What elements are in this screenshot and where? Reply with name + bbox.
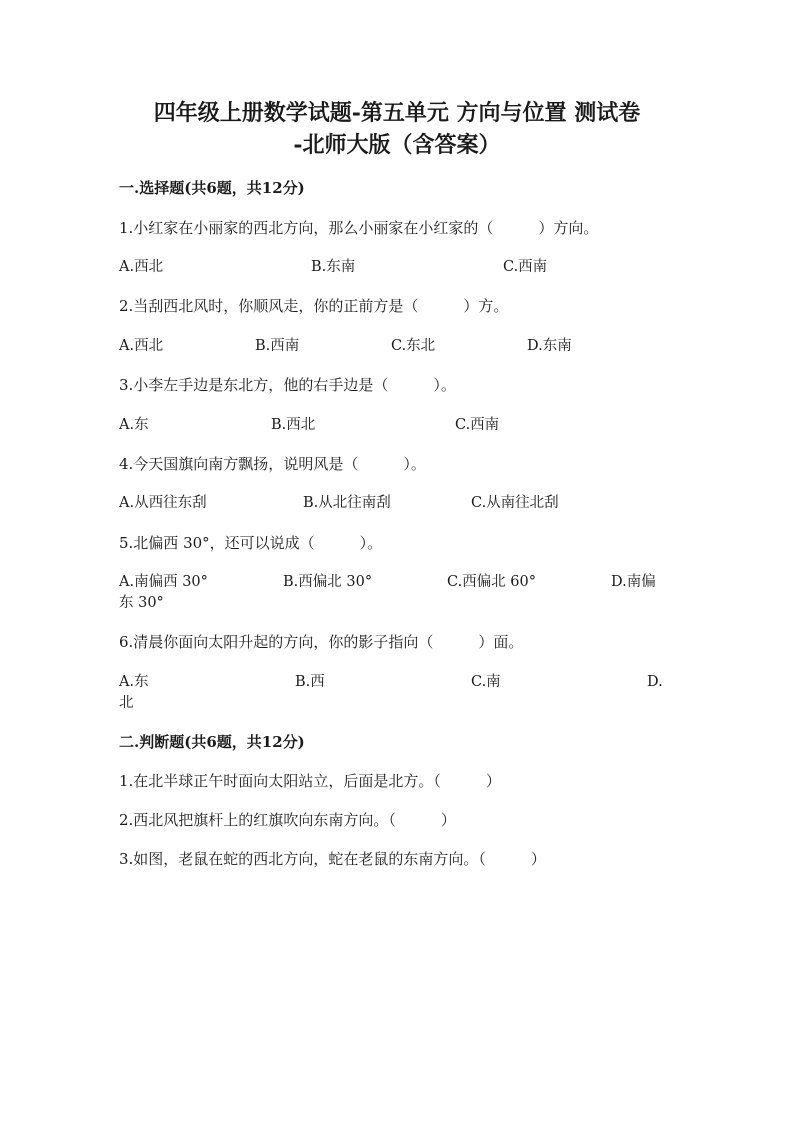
section-heading-choice: 一.选择题(共6题，共12分) xyxy=(119,179,305,197)
option-a: A.西北 xyxy=(119,338,164,354)
option-d-continued: 北 xyxy=(119,695,134,711)
page-title-line2: -北师大版（含答案） xyxy=(293,132,501,158)
question-text: 4.今天国旗向南方飘扬，说明风是（ ）。 xyxy=(119,455,426,473)
option-a: A.南偏西 30° xyxy=(119,574,208,590)
option-d: D. xyxy=(647,674,663,690)
question-text: 3.小李左手边是东北方，他的右手边是（ ）。 xyxy=(119,376,456,394)
question-text: 1.小红家在小丽家的西北方向，那么小丽家在小红家的（ ）方向。 xyxy=(119,219,599,237)
option-c: C.西南 xyxy=(503,259,548,275)
option-b: B.西北 xyxy=(271,417,316,433)
option-a: A.东 xyxy=(119,417,149,433)
option-a: A.从西往东刮 xyxy=(119,495,207,511)
page-title-line1: 四年级上册数学试题-第五单元 方向与位置 测试卷 xyxy=(153,100,641,126)
option-c: C.南 xyxy=(471,674,501,690)
question-text: 5.北偏西 30°，还可以说成（ ）。 xyxy=(119,534,383,552)
section-heading-judge: 二.判断题(共6题，共12分) xyxy=(119,733,305,751)
option-b: B.从北往南刮 xyxy=(303,495,391,511)
option-b: B.西 xyxy=(295,674,325,690)
option-b: B.西南 xyxy=(255,338,300,354)
option-d: D.东南 xyxy=(527,338,572,354)
option-c: C.东北 xyxy=(391,338,436,354)
option-b: B.西偏北 30° xyxy=(283,574,373,590)
option-d: D.南偏 xyxy=(611,574,656,590)
option-c: C.从南往北刮 xyxy=(471,495,559,511)
option-a: A.东 xyxy=(119,674,149,690)
option-d-continued: 东 30° xyxy=(119,595,164,611)
question-text: 2.西北风把旗杆上的红旗吹向东南方向。（ ） xyxy=(119,811,456,829)
option-a: A.西北 xyxy=(119,259,164,275)
option-b: B.东南 xyxy=(311,259,356,275)
option-c: C.西南 xyxy=(455,417,500,433)
question-text: 1.在北半球正午时面向太阳站立，后面是北方。（ ） xyxy=(119,772,501,790)
question-text: 6.清晨你面向太阳升起的方向，你的影子指向（ ）面。 xyxy=(119,633,524,651)
question-text: 2.当刮西北风时，你顺风走，你的正前方是（ ）方。 xyxy=(119,297,509,315)
question-text: 3.如图，老鼠在蛇的西北方向，蛇在老鼠的东南方向。（ ） xyxy=(119,850,546,868)
option-c: C.西偏北 60° xyxy=(447,574,536,590)
